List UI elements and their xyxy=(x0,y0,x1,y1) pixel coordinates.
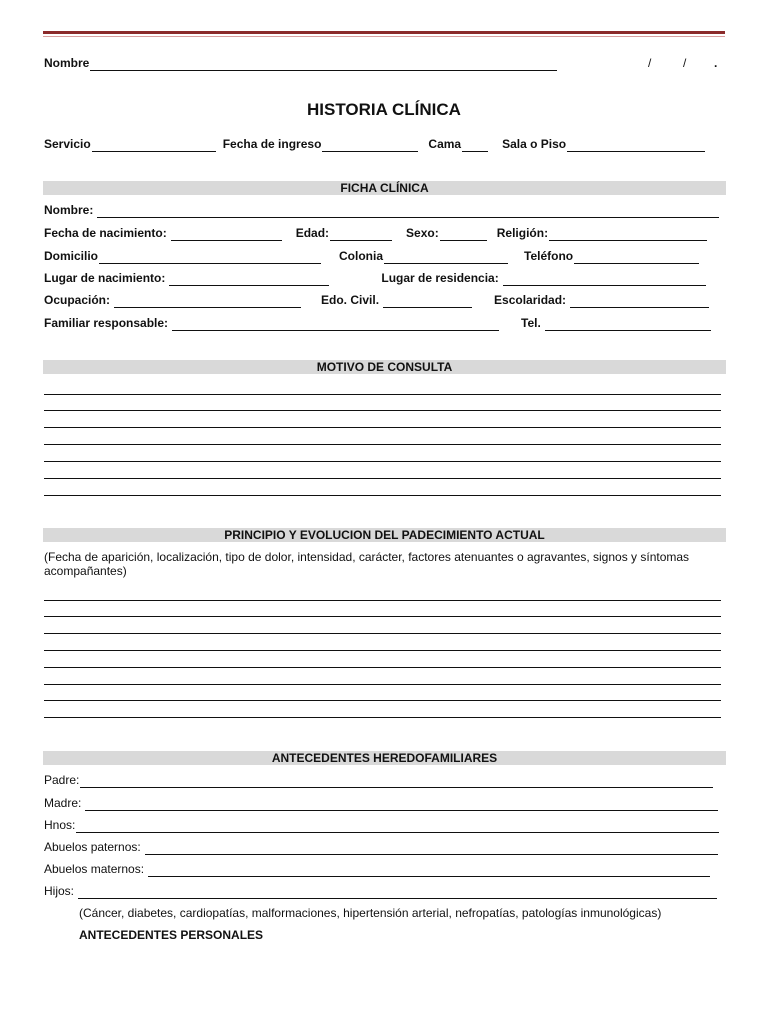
escolaridad-field[interactable] xyxy=(570,295,709,308)
hnos-field[interactable] xyxy=(76,820,719,833)
familiar-responsable-label: Familiar responsable: xyxy=(44,316,169,330)
domicilio-label: Domicilio xyxy=(44,249,99,263)
personales-heading: ANTECEDENTES PERSONALES xyxy=(79,928,264,942)
madre-row xyxy=(44,795,722,811)
religion-field[interactable] xyxy=(549,228,707,241)
ficha-nombre-row xyxy=(44,202,722,218)
tel-label: Tel. xyxy=(521,316,541,330)
fecha-nacimiento-field[interactable] xyxy=(171,228,282,241)
hijos-label: Hijos: xyxy=(44,884,75,898)
abuelos-paternos-field[interactable] xyxy=(145,842,718,855)
sala-piso-label: Sala o Piso xyxy=(502,137,567,151)
hijos-field[interactable] xyxy=(78,886,717,899)
writing-line[interactable] xyxy=(44,600,721,601)
writing-line[interactable] xyxy=(44,667,721,668)
writing-line[interactable] xyxy=(44,444,721,445)
servicio-label: Servicio xyxy=(44,137,91,151)
writing-line[interactable] xyxy=(44,461,721,462)
lugar-residencia-field[interactable] xyxy=(503,273,706,286)
writing-line[interactable] xyxy=(44,633,721,634)
principio-heading: PRINCIPIO Y EVOLUCION DEL PADECIMIENTO ACTUAL xyxy=(43,528,726,542)
escolaridad-label: Escolaridad: xyxy=(494,293,567,307)
cama-label: Cama xyxy=(428,137,462,151)
ficha-nombre-field[interactable] xyxy=(97,205,719,218)
writing-line[interactable] xyxy=(44,394,721,395)
lugar-nacimiento-field[interactable] xyxy=(169,273,329,286)
header-rule xyxy=(43,31,725,34)
writing-line[interactable] xyxy=(44,700,721,701)
admission-row xyxy=(44,136,722,152)
hijos-row xyxy=(44,883,722,899)
ficha-familiar-row xyxy=(44,315,722,331)
ocupacion-field[interactable] xyxy=(114,295,301,308)
padre-row xyxy=(44,772,722,788)
edo-civil-field[interactable] xyxy=(383,295,472,308)
writing-line[interactable] xyxy=(44,427,721,428)
ficha-ocupacion-row xyxy=(44,292,722,308)
writing-line[interactable] xyxy=(44,684,721,685)
familiar-responsable-field[interactable] xyxy=(172,318,499,331)
motivo-heading: MOTIVO DE CONSULTA xyxy=(43,360,726,374)
page-title: HISTORIA CLÍNICA xyxy=(307,100,461,119)
hnos-label: Hnos: xyxy=(44,818,76,832)
religion-label: Religión: xyxy=(496,226,549,240)
colonia-label: Colonia xyxy=(339,249,384,263)
heredo-note: (Cáncer, diabetes, cardiopatías, malformaciones, hipertensión arterial, nefropatías, patologías inmunológicas) xyxy=(79,906,662,920)
edad-label: Edad: xyxy=(295,226,330,240)
lugar-nacimiento-label: Lugar de nacimiento: xyxy=(44,271,166,285)
colonia-field[interactable] xyxy=(384,251,508,264)
edad-field[interactable] xyxy=(330,228,392,241)
writing-line[interactable] xyxy=(44,495,721,496)
madre-label: Madre: xyxy=(44,796,82,810)
ficha-nombre-label: Nombre: xyxy=(44,203,94,217)
header-rule-thin xyxy=(43,36,725,37)
telefono-label: Teléfono xyxy=(524,249,574,263)
sexo-field[interactable] xyxy=(440,228,487,241)
abuelos-paternos-label: Abuelos paternos: xyxy=(44,840,141,854)
date-end: . xyxy=(714,56,718,70)
writing-line[interactable] xyxy=(44,478,721,479)
header-nombre-field[interactable] xyxy=(90,58,557,71)
ficha-heading: FICHA CLÍNICA xyxy=(43,181,726,195)
ficha-nacimiento-row xyxy=(44,225,722,241)
cama-field[interactable] xyxy=(462,139,488,152)
ficha-domicilio-row xyxy=(44,248,722,264)
header-nombre-row xyxy=(44,55,722,71)
abuelos-maternos-row xyxy=(44,861,722,877)
date-sep-2: / xyxy=(683,56,687,70)
lugar-residencia-label: Lugar de residencia: xyxy=(381,271,499,285)
domicilio-field[interactable] xyxy=(99,251,321,264)
heredo-heading: ANTECEDENTES HEREDOFAMILIARES xyxy=(43,751,726,765)
padre-field[interactable] xyxy=(80,775,713,788)
abuelos-paternos-row xyxy=(44,839,722,855)
fecha-ingreso-label: Fecha de ingreso xyxy=(222,137,322,151)
fecha-nacimiento-label: Fecha de nacimiento: xyxy=(44,226,167,240)
sala-piso-field[interactable] xyxy=(567,139,705,152)
principio-note: (Fecha de aparición, localización, tipo de dolor, intensidad, carácter, factores atenuantes o agravantes, signos y síntomas acompañantes) xyxy=(44,550,690,578)
ficha-lugar-row xyxy=(44,270,722,286)
padre-label: Padre: xyxy=(44,773,80,787)
abuelos-maternos-field[interactable] xyxy=(148,864,710,877)
madre-field[interactable] xyxy=(85,798,718,811)
writing-line[interactable] xyxy=(44,410,721,411)
hnos-row xyxy=(44,817,722,833)
writing-line[interactable] xyxy=(44,650,721,651)
tel-field[interactable] xyxy=(545,318,711,331)
writing-line[interactable] xyxy=(44,616,721,617)
writing-line[interactable] xyxy=(44,717,721,718)
date-sep-1: / xyxy=(648,56,652,70)
edo-civil-label: Edo. Civil. xyxy=(321,293,380,307)
telefono-field[interactable] xyxy=(574,251,699,264)
ocupacion-label: Ocupación: xyxy=(44,293,111,307)
abuelos-maternos-label: Abuelos maternos: xyxy=(44,862,145,876)
header-nombre-label: Nombre xyxy=(44,56,90,70)
fecha-ingreso-field[interactable] xyxy=(322,139,418,152)
sexo-label: Sexo: xyxy=(406,226,439,240)
servicio-field[interactable] xyxy=(92,139,216,152)
